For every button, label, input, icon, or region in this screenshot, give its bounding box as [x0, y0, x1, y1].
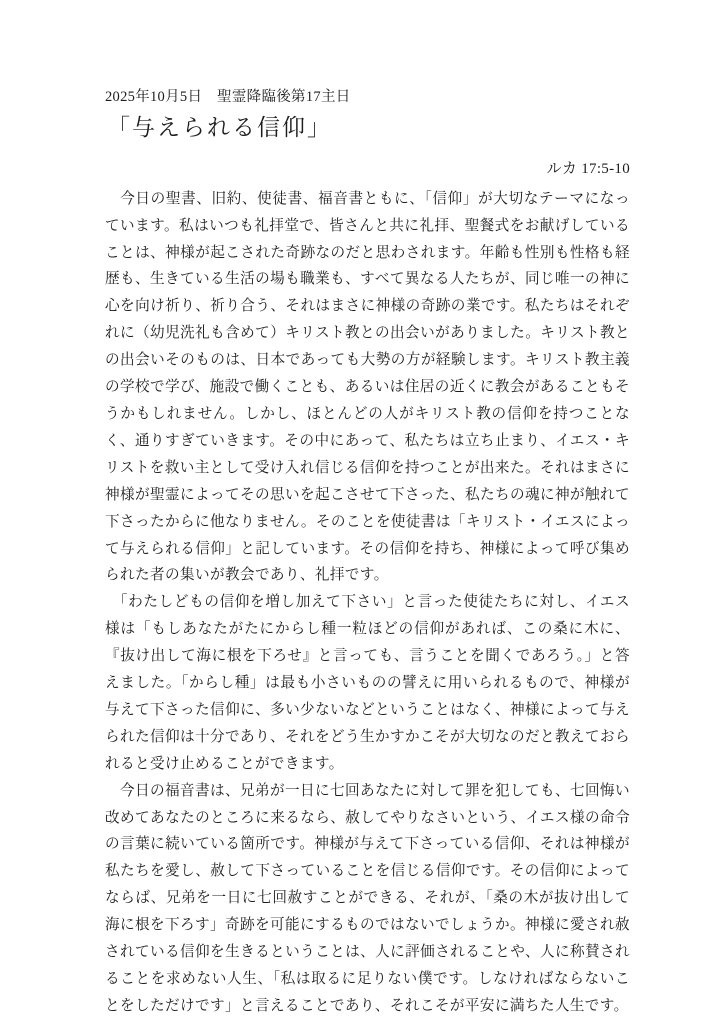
- document-body: [105, 186, 630, 1020]
- paragraph-1: 今日の聖書、旧約、使徒書、福音書ともに、「信仰」が大切なテーマになっています。私はいつも礼拝堂で、皆さんと共に礼拝、聖餐式をお献げしていることは、神様が起こされた奇跡なのだと思わされます。年齢も性別も性格も経歴も、生きている生活の場も職業も、すべて異なる人たちが、同じ唯一の神に心を向け祈り、祈り合う、それはまさに神様の奇跡の業です。私たちはそれぞれに（幼児洗礼も含めて）キリスト教との出会いがありました。キリスト教との出会いそのものは、日本であっても大勢の方が経験します。キリスト教主義の学校で学び、施設で働くことも、あるいは住居の近くに教会があることもそうかもしれません。しかし、ほとんどの人がキリスト教の信仰を持つことなく、通りすぎていきます。その中にあって、私たちは立ち止まり、イエス・キリストを救い主として受け入れ信じる信仰を持つことが出来た。それはまさに神様が聖霊によってその思いを起こさせて下さった、私たちの魂に神が触れて下さったからに他なりません。そのことを使徒書は「キリスト・イエスによって与えられる信仰」と記しています。その信仰を持ち、神様によって呼び集められた者の集いが教会であり、礼拝です。: [105, 190, 630, 584]
- scripture-reference: ルカ 17:5-10: [546, 160, 630, 177]
- paragraph-3: 今日の福音書は、兄弟が一日に七回あなたに対して罪を犯しても、七回悔い改めてあなたのところに来るなら、赦してやりなさいという、イエス様の命令の言葉に続いている箇所です。神様が与えて下さっている信仰、それは神様が私たちを愛し、赦して下さっていることを信じる信仰です。その信仰によってならば、兄弟を一日に七回赦すことができる、それが、「桑の木が抜け出して海に根を下ろす」奇跡を可能にするものではないでしょうか。神様に愛され赦されている信仰を生きるということは、人に評価されることや、人に称賛されることを求めない人生、「私は取るに足りない僕です。しなければならないことをしただけです」と言えることであり、それこそが平安に満ちた人生です。: [105, 782, 630, 1014]
- date-line: 2025年10月5日 聖霊降臨後第17主日: [105, 89, 351, 105]
- paragraph-2: 「わたしどもの信仰を増し加えて下さい」と言った使徒たちに対し、イエス様は「もしあなたがたにからし種一粒ほどの信仰があれば、この桑に木に、『抜け出して海に根を下ろせ』と言っても、言うことを聞くであろう。」と答えました。「からし種」は最も小さいものの譬えに用いられるもので、神様が与えて下さった信仰に、多い少ないなどということはなく、神様によって与えられた信仰は十分であり、それをどう生かすかこそが大切なのだと教えておられると受け止めることができます。: [105, 594, 630, 772]
- page-title: 「与えられる信仰」: [107, 114, 332, 140]
